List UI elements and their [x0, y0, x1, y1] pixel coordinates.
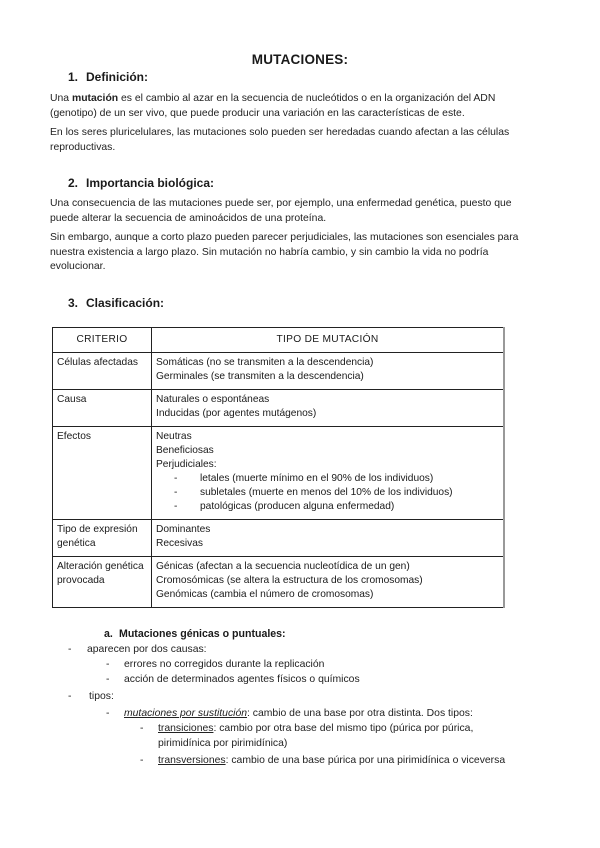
list-item-text: : cambio de una base por otra distinta. Dos tipos:	[247, 708, 473, 719]
tipo-item: Naturales o espontáneas	[156, 394, 270, 405]
list-item-text: tipos:	[89, 691, 114, 702]
list-item-text: errores no corregidos durante la replicación	[124, 659, 325, 670]
section-heading-clasificacion	[68, 296, 164, 310]
paragraph-consecuencia: Una consecuencia de las mutaciones puede ser, por ejemplo, una enfermedad genética, puesto que puede alterar la secuencia de aminoácidos de una proteína.	[50, 198, 512, 224]
table-row	[53, 557, 505, 608]
paragraph-pluricelulares: En los seres pluricelulares, las mutaciones solo pueden ser heredadas cuando afectan a las células reproductivas.	[50, 127, 510, 153]
list-item	[68, 753, 548, 768]
subtipo-item	[156, 500, 499, 514]
dash-bullet: -	[140, 755, 144, 766]
subtipo-text: subletales (muerte en menos del 10% de los individuos)	[200, 487, 453, 498]
dash-bullet: -	[174, 473, 178, 484]
cell-tipos	[152, 390, 505, 427]
document-title: MUTACIONES:	[251, 52, 349, 67]
list-item	[68, 721, 548, 751]
cell-tipos	[152, 427, 505, 520]
section-heading-definicion	[68, 70, 148, 84]
text: es el cambio al azar en la secuencia de nucleótidos o en la organización del ADN (genotipo) de un ser vivo, que puede producir una variación en las características de este.	[50, 93, 496, 119]
term-sustitucion: mutaciones por sustitución	[124, 708, 248, 719]
tipo-item: Neutras	[156, 431, 192, 442]
cell-criterio: Alteración genética provocada	[53, 557, 152, 608]
table-header-row	[53, 328, 505, 353]
dash-bullet: -	[68, 691, 72, 702]
list-item	[68, 706, 548, 721]
cell-criterio: Células afectadas	[53, 353, 152, 390]
section-title: Definición:	[86, 70, 148, 84]
table-row	[53, 427, 505, 520]
dash-bullet: -	[174, 487, 178, 498]
text: Una	[50, 93, 72, 104]
dash-bullet: -	[174, 501, 178, 512]
cell-tipos	[152, 557, 505, 608]
list-item	[68, 672, 548, 687]
bullet-list	[68, 642, 548, 768]
list-item	[68, 657, 548, 672]
subtipo-item	[156, 472, 499, 486]
tipo-item: Génicas (afectan a la secuencia nucleotídica de un gen)	[156, 561, 410, 572]
header-criterio: CRITERIO	[53, 328, 152, 353]
subtipo-text: patológicas (producen alguna enfermedad)	[200, 501, 395, 512]
cell-criterio: Efectos	[53, 427, 152, 520]
section-number: 1.	[68, 70, 79, 84]
subsection-title: Mutaciones génicas o puntuales:	[119, 628, 286, 640]
tipo-item: Dominantes	[156, 524, 211, 535]
cell-tipos	[152, 520, 505, 557]
dash-bullet: -	[68, 644, 72, 655]
list-item-text: : cambio de una base púrica por una pirimidínica o viceversa	[225, 755, 506, 766]
cell-criterio: Tipo de expresión genética	[53, 520, 152, 557]
cell-tipos	[152, 353, 505, 390]
table-row	[53, 390, 505, 427]
paragraph-sin-embargo: Sin embargo, aunque a corto plazo pueden parecer perjudiciales, las mutaciones son esenciales para nuestra existencia a largo plazo. Sin mutación no habría cambio, y sin cambio la vida no podría evolucionar.	[50, 232, 519, 272]
section-number: 2.	[68, 176, 79, 190]
term-transiciones: transiciones	[158, 723, 214, 734]
dash-bullet: -	[106, 659, 110, 670]
tipo-item: Perjudiciales:	[156, 459, 217, 470]
list-item	[68, 689, 548, 704]
paragraph-definicion	[50, 92, 540, 121]
subsection-letter: a.	[104, 628, 113, 640]
tipo-item: Germinales (se transmiten a la descendencia)	[156, 371, 364, 382]
dash-bullet: -	[106, 708, 110, 719]
table-row	[53, 520, 505, 557]
cell-criterio: Causa	[53, 390, 152, 427]
tipo-item: Genómicas (cambia el número de cromosomas)	[156, 589, 374, 600]
tipo-item: Recesivas	[156, 538, 203, 549]
tipo-item: Cromosómicas (se altera la estructura de los cromosomas)	[156, 575, 423, 586]
list-item-text: acción de determinados agentes físicos o químicos	[124, 674, 360, 685]
term-mutacion: mutación	[71, 93, 119, 104]
classification-table	[52, 327, 505, 608]
header-tipo-mutacion: TIPO DE MUTACIÓN	[152, 328, 505, 353]
section-number: 3.	[68, 296, 79, 310]
section-title: Importancia biológica:	[86, 176, 215, 190]
term-transversiones: transversiones	[158, 755, 226, 766]
list-item-text: : cambio por otra base del mismo tipo (púrica por púrica, pirimidínica por pirimidínica)	[158, 723, 474, 749]
tipo-item: Beneficiosas	[156, 445, 214, 456]
table-row	[53, 353, 505, 390]
dash-bullet: -	[106, 674, 110, 685]
tipo-item: Somáticas (no se transmiten a la descendencia)	[156, 357, 374, 368]
section-heading-importancia	[68, 176, 214, 190]
subsection-heading	[104, 628, 286, 640]
tipo-item: Inducidas (por agentes mutágenos)	[156, 408, 317, 419]
subtipo-item	[156, 486, 499, 500]
list-item-text: aparecen por dos causas:	[87, 644, 207, 655]
section-title: Clasificación:	[86, 296, 165, 310]
dash-bullet: -	[140, 723, 144, 734]
list-item	[68, 642, 548, 657]
subtipo-text: letales (muerte mínimo en el 90% de los individuos)	[200, 473, 434, 484]
